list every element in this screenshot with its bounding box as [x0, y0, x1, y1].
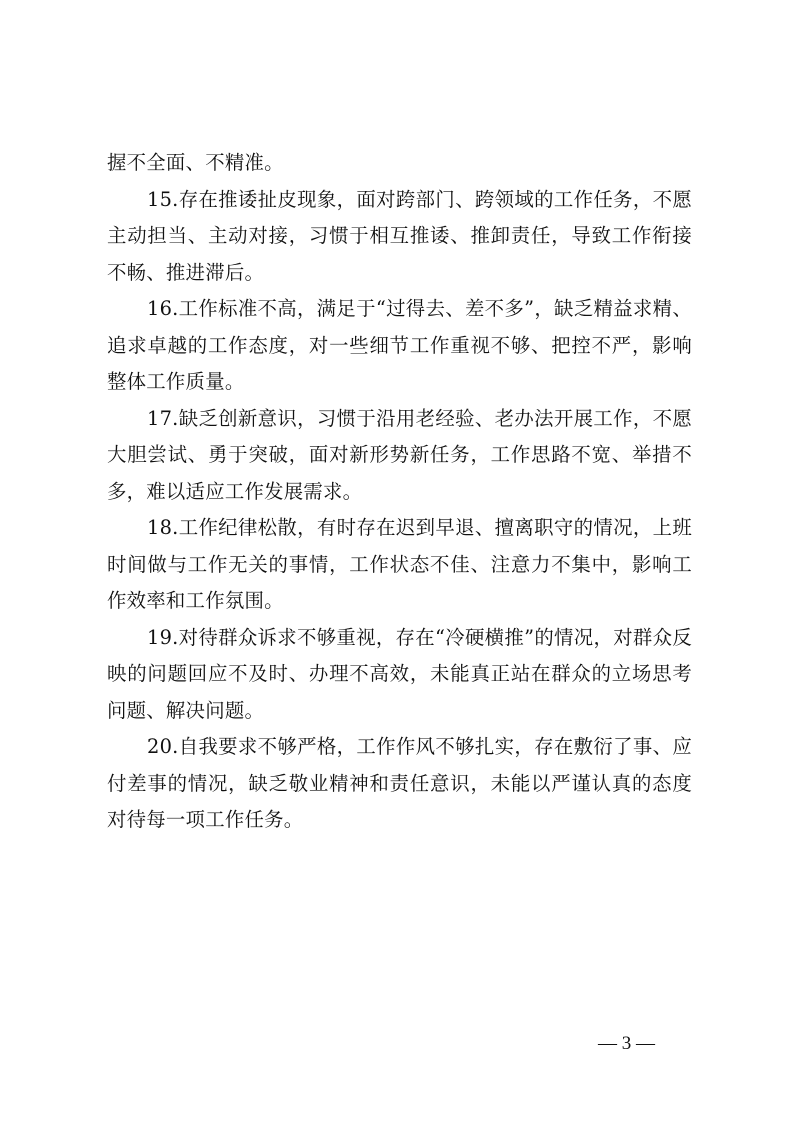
paragraph-item-19: 19.对待群众诉求不够重视，存在“冷硬横推”的情况，对群众反映的问题回应不及时、办理不高效，未能真正站在群众的立场思考问题、解决问题。: [107, 625, 692, 722]
paragraph-item-15: 15.存在推诿扯皮现象，面对跨部门、跨领域的工作任务，不愿主动担当、主动对接，习惯于相互推诿、推卸责任，导致工作衔接不畅、推进滞后。: [107, 187, 692, 284]
paragraph-item-18: 18.工作纪律松散，有时存在迟到早退、擅离职守的情况，上班时间做与工作无关的事情，工作状态不佳、注意力不集中，影响工作效率和工作氛围。: [107, 516, 692, 612]
paragraph-item-20: 20.自我要求不够严格，工作作风不够扎实，存在敷衍了事、应付差事的情况，缺乏敬业精神和责任意识，未能以严谨认真的态度对待每一项工作任务。: [107, 735, 692, 831]
paragraph-item-17: 17.缺乏创新意识，习惯于沿用老经验、老办法开展工作，不愿大胆尝试、勇于突破，面对新形势新任务，工作思路不宽、举措不多，难以适应工作发展需求。: [107, 406, 692, 503]
body-text: [107, 145, 692, 839]
page-number: — 3 —: [598, 1033, 655, 1054]
paragraph-continuation: 握不全面、不精准。: [107, 151, 284, 174]
paragraph-item-16: 16.工作标准不高，满足于“过得去、差不多”，缺乏精益求精、追求卓越的工作态度，对一些细节工作重视不够、把控不严，影响整体工作质量。: [107, 297, 692, 393]
